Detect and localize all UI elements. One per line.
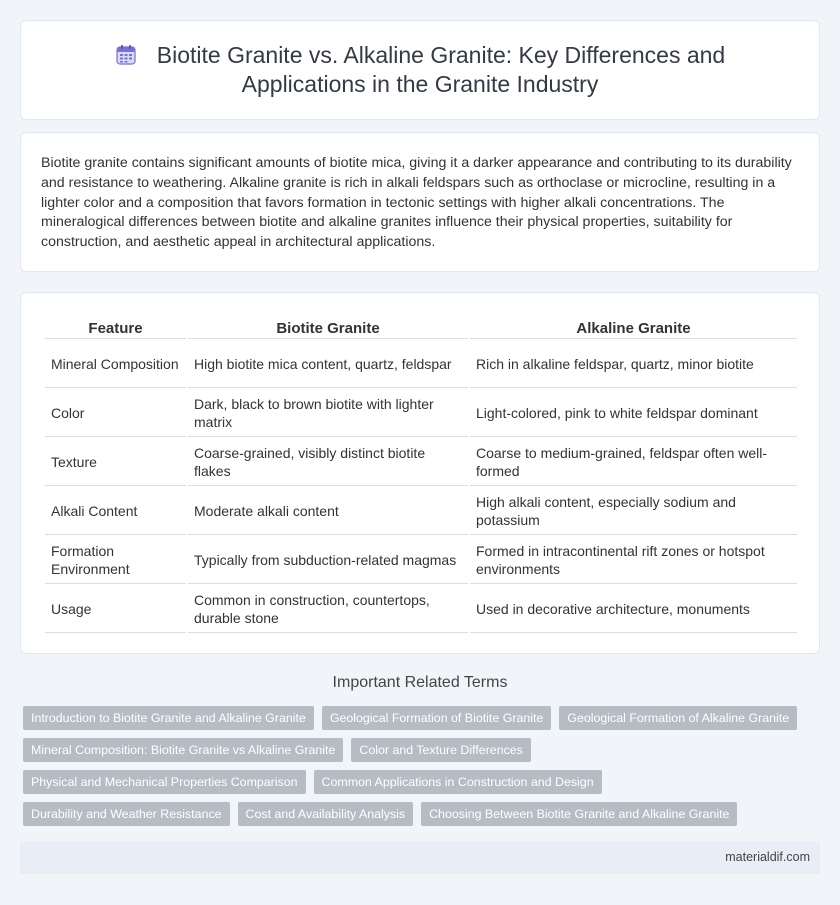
related-term-tag[interactable]: Cost and Availability Analysis [238, 802, 414, 826]
related-term-tag[interactable]: Physical and Mechanical Properties Comparison [23, 770, 306, 794]
table-row [45, 390, 797, 437]
biotite-cell: Typically from subduction-related magmas [188, 537, 468, 584]
header-feature: Feature [45, 317, 186, 339]
alkaline-cell: Used in decorative architecture, monuments [470, 586, 797, 633]
header-card [20, 20, 820, 120]
related-term-tag[interactable]: Geological Formation of Biotite Granite [322, 706, 552, 730]
related-term-tag[interactable]: Choosing Between Biotite Granite and Alkaline Granite [421, 802, 737, 826]
biotite-cell: Moderate alkali content [188, 488, 468, 535]
feature-cell: Formation Environment [45, 537, 186, 584]
alkaline-cell: Light-colored, pink to white feldspar dominant [470, 390, 797, 437]
table-row [45, 537, 797, 584]
biotite-cell: Common in construction, countertops, durable stone [188, 586, 468, 633]
alkaline-cell: High alkali content, especially sodium and potassium [470, 488, 797, 535]
biotite-cell: Dark, black to brown biotite with lighter matrix [188, 390, 468, 437]
related-term-tag[interactable]: Geological Formation of Alkaline Granite [559, 706, 797, 730]
table-row [45, 341, 797, 388]
footer [20, 841, 820, 874]
header-biotite: Biotite Granite [188, 317, 468, 339]
footer-site-link[interactable]: materialdif.com [725, 850, 810, 864]
feature-cell: Alkali Content [45, 488, 186, 535]
header-alkaline: Alkaline Granite [470, 317, 797, 339]
calendar-icon [115, 44, 137, 66]
table-row [45, 488, 797, 535]
page-title [80, 41, 760, 99]
table-row [45, 586, 797, 633]
comparison-table [43, 315, 799, 635]
biotite-cell: High biotite mica content, quartz, feldspar [188, 341, 468, 388]
related-term-tag[interactable]: Common Applications in Construction and Design [314, 770, 602, 794]
feature-cell: Usage [45, 586, 186, 633]
alkaline-cell: Rich in alkaline feldspar, quartz, minor biotite [470, 341, 797, 388]
comparison-card [20, 292, 820, 654]
feature-cell: Mineral Composition [45, 341, 186, 388]
related-terms-heading: Important Related Terms [332, 674, 508, 691]
alkaline-cell: Formed in intracontinental rift zones or hotspot environments [470, 537, 797, 584]
related-term-tag[interactable]: Introduction to Biotite Granite and Alkaline Granite [23, 706, 314, 730]
related-term-tag[interactable]: Mineral Composition: Biotite Granite vs Alkaline Granite [23, 738, 343, 762]
related-terms-list [23, 706, 803, 826]
biotite-cell: Coarse-grained, visibly distinct biotite flakes [188, 439, 468, 486]
intro-card [20, 132, 820, 272]
feature-cell: Texture [45, 439, 186, 486]
alkaline-cell: Coarse to medium-grained, feldspar often well-formed [470, 439, 797, 486]
intro-paragraph: Biotite granite contains significant amounts of biotite mica, giving it a darker appearance and contributing to its durability and resistance to weathering. Alkaline granite is rich in alkali feldspars such as orthoclase or microcline, resulting in a lighter color and a composition that favors formation in tectonic settings with higher alkali concentrations. The mineralogical differences between biotite and alkaline granites influence their physical properties, suitability for construction, and aesthetic appeal in architectural applications. [41, 155, 792, 251]
related-term-tag[interactable]: Color and Texture Differences [351, 738, 530, 762]
table-row [45, 439, 797, 486]
table-header-row [45, 317, 797, 339]
feature-cell: Color [45, 390, 186, 437]
page-title-text: Biotite Granite vs. Alkaline Granite: Key Differences and Applications in the Granite Industry [156, 42, 726, 97]
related-term-tag[interactable]: Durability and Weather Resistance [23, 802, 230, 826]
